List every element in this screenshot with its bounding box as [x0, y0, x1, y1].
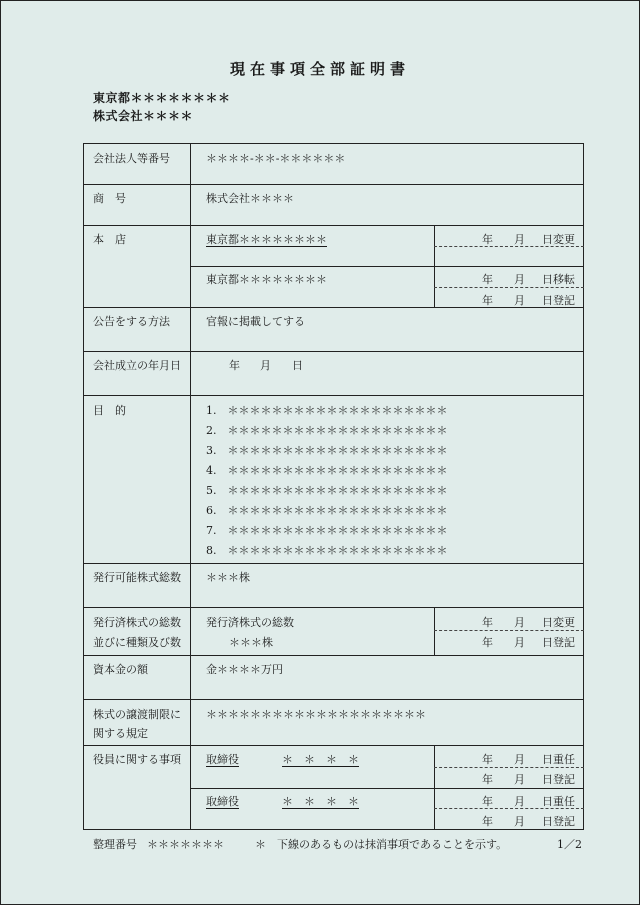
- officer-name: ＊ ＊ ＊ ＊: [282, 753, 359, 766]
- authorized-shares-label: 発行可能株式総数: [93, 571, 181, 584]
- page-number: 1／2: [557, 838, 582, 851]
- authorized-shares-value: ＊＊＊株: [206, 571, 250, 584]
- issued-shares-value-label: 発行済株式の総数: [206, 616, 294, 629]
- trade-name-value: 株式会社＊＊＊＊: [206, 192, 294, 205]
- purpose-item: 2. ＊＊＊＊＊＊＊＊＊＊＊＊＊＊＊＊＊＊＊＊: [206, 424, 448, 437]
- underline-note: ＊ 下線のあるものは抹消事項であることを示す。: [255, 838, 508, 851]
- issued-shares-label-1: 発行済株式の総数: [93, 616, 181, 629]
- purpose-item: 5. ＊＊＊＊＊＊＊＊＊＊＊＊＊＊＊＊＊＊＊＊: [206, 484, 448, 497]
- transfer-restriction-value: ＊＊＊＊＊＊＊＊＊＊＊＊＊＊＊＊＊＊＊＊: [206, 708, 426, 721]
- reference-number-label: 整理番号: [93, 838, 137, 851]
- purpose-item: 3. ＊＊＊＊＊＊＊＊＊＊＊＊＊＊＊＊＊＊＊＊: [206, 444, 448, 457]
- purpose-label: 目 的: [93, 404, 126, 417]
- officer-role: 取締役: [206, 753, 239, 766]
- established-year: 年: [229, 359, 240, 372]
- established-label: 会社成立の年月日: [93, 359, 181, 372]
- corp-number-value: ＊＊＊＊-＊＊-＊＊＊＊＊＊: [206, 152, 346, 165]
- officer-role: 取締役: [206, 795, 239, 808]
- established-month: 月: [260, 359, 271, 372]
- established-day: 日: [292, 359, 303, 372]
- public-notice-label: 公告をする方法: [93, 315, 170, 328]
- reference-number-value: ＊＊＊＊＊＊＊: [147, 838, 224, 851]
- capital-value: 金＊＊＊＊万円: [206, 663, 283, 676]
- head-office-current-address: 東京都＊＊＊＊＊＊＊＊: [206, 273, 327, 286]
- purpose-item: 4. ＊＊＊＊＊＊＊＊＊＊＊＊＊＊＊＊＊＊＊＊: [206, 464, 448, 477]
- trade-name-label: 商 号: [93, 192, 126, 205]
- issued-shares-value: ＊＊＊株: [229, 636, 273, 649]
- issued-shares-label-2: 並びに種類及び数: [93, 636, 181, 649]
- head-office-label: 本 店: [93, 233, 126, 246]
- purpose-item: 8. ＊＊＊＊＊＊＊＊＊＊＊＊＊＊＊＊＊＊＊＊: [206, 544, 448, 557]
- purpose-item: 6. ＊＊＊＊＊＊＊＊＊＊＊＊＊＊＊＊＊＊＊＊: [206, 504, 448, 517]
- corp-number-label: 会社法人等番号: [93, 152, 170, 165]
- company-address: 東京都＊＊＊＊＊＊＊＊: [93, 91, 231, 105]
- purpose-item: 7. ＊＊＊＊＊＊＊＊＊＊＊＊＊＊＊＊＊＊＊＊: [206, 524, 448, 537]
- transfer-restriction-label-2: 関する規定: [93, 727, 148, 740]
- officers-label: 役員に関する事項: [93, 753, 181, 766]
- head-office-old-address: 東京都＊＊＊＊＊＊＊＊: [206, 233, 327, 246]
- public-notice-value: 官報に掲載してする: [206, 315, 305, 328]
- company-name: 株式会社＊＊＊＊: [93, 109, 194, 123]
- capital-label: 資本金の額: [93, 663, 148, 676]
- officer-name: ＊ ＊ ＊ ＊: [282, 795, 359, 808]
- document-title: 現在事項全部証明書: [229, 60, 410, 78]
- purpose-item: 1. ＊＊＊＊＊＊＊＊＊＊＊＊＊＊＊＊＊＊＊＊: [206, 404, 448, 417]
- transfer-restriction-label-1: 株式の譲渡制限に: [93, 708, 181, 721]
